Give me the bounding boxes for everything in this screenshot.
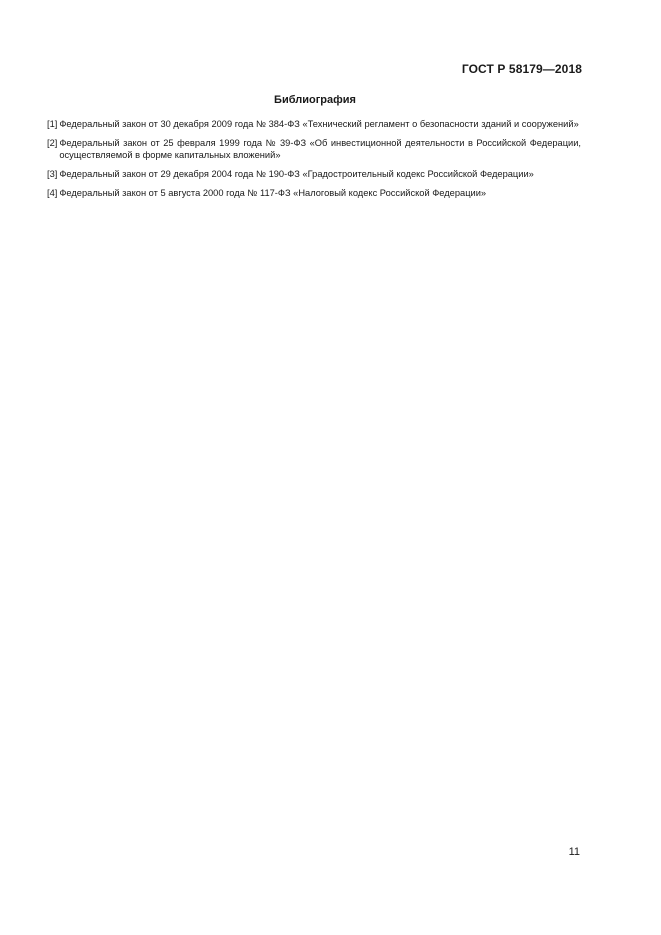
bibliography-item-number: [1]	[47, 119, 58, 129]
bibliography-item	[47, 168, 581, 180]
bibliography-item-number: [3]	[47, 169, 58, 179]
bibliography-list	[47, 118, 581, 206]
bibliography-item-text: Федеральный закон от 25 февраля 1999 года № 39-ФЗ «Об инвестиционной деятельности в Российской Федерации, осуществляемой в форме капитальных вложений»	[59, 138, 581, 160]
bibliography-item-text: Федеральный закон от 29 декабря 2004 года № 190-ФЗ «Градостроительный кодекс Российской Федерации»	[59, 169, 534, 179]
bibliography-item-text: Федеральный закон от 5 августа 2000 года № 117-ФЗ «Налоговый кодекс Российской Федерации»	[59, 188, 487, 198]
bibliography-item-number: [4]	[47, 188, 58, 198]
bibliography-item-text: Федеральный закон от 30 декабря 2009 года № 384-ФЗ «Технический регламент о безопасности зданий и сооружений»	[59, 119, 579, 129]
document-code: ГОСТ Р 58179—2018	[461, 62, 582, 76]
bibliography-item-number: [2]	[47, 138, 58, 148]
bibliography-item	[47, 187, 581, 199]
bibliography-title: Библиография	[274, 94, 356, 106]
page-number: 11	[568, 846, 580, 858]
bibliography-item	[47, 118, 581, 130]
bibliography-item	[47, 137, 581, 161]
